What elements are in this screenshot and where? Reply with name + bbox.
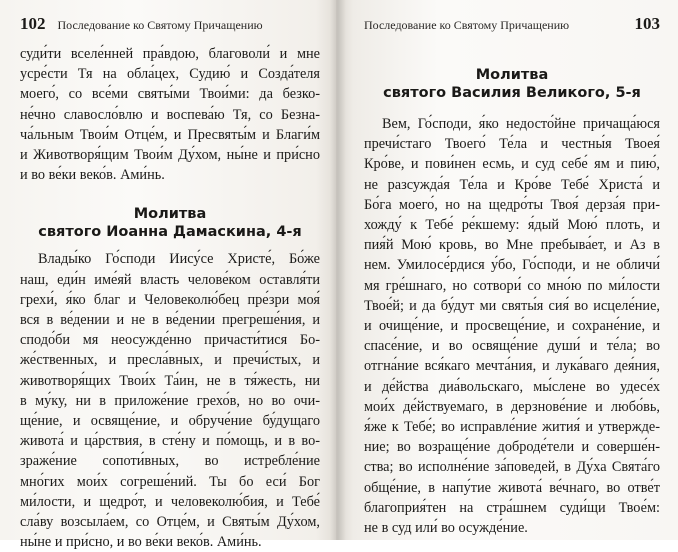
text-line: Твое́й; и да бу́дут ми святы́я сия́ во исцеле́ние, xyxy=(364,297,660,314)
text-line: ми́лости, и щедро́т, и человеколю́бия, и Тебе́ xyxy=(20,493,320,510)
running-title-right: Последование ко Святому Причащению xyxy=(364,18,570,32)
prayer-text-left xyxy=(20,249,320,552)
prayer-subtitle: святого Иоанна Дамаскина, 4-я xyxy=(38,224,302,241)
text-line: сла́ву возсыла́ем, со Отце́м, и Святы́м Ду́хом, xyxy=(20,514,320,531)
text-line: отгна́ние вся́каго мечта́ния, и лука́ваго дея́ния, xyxy=(364,358,660,375)
text-line: мно́гих мои́х согреше́ний. Ты бо еси́ Бог xyxy=(20,473,320,490)
text-line: спасе́ние, и во освяще́ние души́ и те́ла; во xyxy=(364,338,660,355)
text-line: не́чно славосло́влю и воспева́ю Тя, со Безна- xyxy=(20,106,320,123)
text-line: моего́, со все́ми святы́ми Твои́ми: да безко- xyxy=(20,86,320,103)
text-line: живота́ и ца́рствия, в сте́ну и по́мощь, и в во- xyxy=(20,433,320,450)
text-line: ства; во исполне́ние за́поведей, в Ду́ха Свята́го xyxy=(364,459,660,476)
text-line: я́же к Тебе́; во исправле́ние жития́ и утвержде- xyxy=(364,419,660,436)
text-line: животворя́щих Твои́х Та́ин, не в тя́жесть, ни xyxy=(20,372,320,389)
text-line: пия́й Мою́ кровь, во Мне пребыва́ет, и Аз в xyxy=(364,237,660,254)
prayer-heading-left xyxy=(20,205,320,241)
prayer-title: Молитва xyxy=(475,67,549,83)
text-line: не разсужда́я Те́ла и Кро́ве Тебе́ Христа́ и xyxy=(364,176,660,193)
text-line: нем. Умилосе́рдися у́бо, Го́споди, и не обличи́ xyxy=(364,257,660,274)
text-line: пречи́стаго Твоего́ Те́ла и честны́я Твоея́ xyxy=(364,136,660,153)
text-line: и де́йства диа́вольскаго, мы́слене во удесе́х xyxy=(364,378,660,395)
running-title-left: Последование ко Святому Причащению xyxy=(57,18,263,32)
page-number-right: 103 xyxy=(634,14,660,33)
prayer-text-right xyxy=(364,114,660,538)
text-line: ще́ние, и освяще́ние, и обруче́ние бу́дущаго xyxy=(20,413,320,430)
continuation-text xyxy=(20,44,320,185)
right-page xyxy=(336,0,678,540)
text-line: ние; во возраще́ние доброде́тели и соверше́н- xyxy=(364,439,660,456)
text-line: благоприя́тен на стра́шнем суди́щи Твое́м: xyxy=(364,499,660,516)
text-line: сподо́би мя неосужде́нно причасти́тися Бо- xyxy=(20,332,320,349)
prayer-subtitle: святого Василия Великого, 5-я xyxy=(383,85,641,101)
text-line: ча́льным Твои́м Отце́м, и Пресвяты́м и Благи́м xyxy=(20,126,320,143)
text-line: Вем, Го́споди, я́ко недосто́йне причаща́юся xyxy=(382,116,660,132)
text-line: суди́ти вселе́нней пра́вдою, благоволи́ и мне xyxy=(20,46,320,62)
text-line: ны́не и при́сно, и во ве́ки веко́в. Ами́нь. xyxy=(20,534,262,551)
left-page xyxy=(0,0,336,551)
text-line: зраже́ние сопоти́вных, во истребле́ние xyxy=(20,453,320,470)
text-line: и очище́ние, и просвеще́ние, и сохране́ние, и xyxy=(364,318,660,335)
left-running-head xyxy=(20,14,320,36)
text-line: вся в ве́дении и не в ве́дении прегреше́ния, и xyxy=(20,312,320,329)
text-line: обще́ние, в напу́тие живота́ ве́чнаго, во отве́т xyxy=(364,479,660,496)
text-line: мои́х де́йствуемаго, в дерзнове́ние и любо́вь, xyxy=(364,398,660,415)
page-number-left: 102 xyxy=(20,14,46,33)
text-line: в му́ку, ни в приложе́ние грехо́в, но во очи- xyxy=(20,392,320,409)
text-line: и во ве́ки веко́в. Ами́нь. xyxy=(20,167,165,184)
text-line: грехи́, я́ко благ и Человеколю́бец пре́зри моя́ xyxy=(20,291,320,308)
text-line: Кро́ве, и пови́нен есмь, и суд себе́ ям и пию́, xyxy=(364,156,660,173)
text-line: не в суд или́ во осужде́ние. xyxy=(364,520,528,537)
text-line: Влады́ко Го́споди Иису́се Христе́, Бо́же xyxy=(38,251,320,268)
text-line: и Животворя́щим Твои́м Ду́хом, ны́не и при́сно xyxy=(20,147,320,164)
prayer-heading-right xyxy=(364,66,660,102)
prayer-title: Молитва xyxy=(133,206,207,223)
text-line: Бо́га моего́, но на щедро́ты Твоя́ дерза́я при- xyxy=(364,196,660,213)
text-line: же́ственных, и пресла́вных, и пречи́стых, и xyxy=(20,352,320,369)
text-line: мя гре́шнаго, но сотвори́ со мно́ю по ми́лости xyxy=(364,277,660,294)
text-line: наш, еди́н име́яй власть челове́ком оставля́ти xyxy=(20,271,320,288)
text-line: усре́сти Тя на обла́цех, Судию́ и Созда́теля xyxy=(20,66,320,83)
text-line: хожду́ к Тебе́ ре́кшему: я́дый Мою́ плоть, и xyxy=(364,217,660,234)
right-running-head xyxy=(364,14,660,36)
